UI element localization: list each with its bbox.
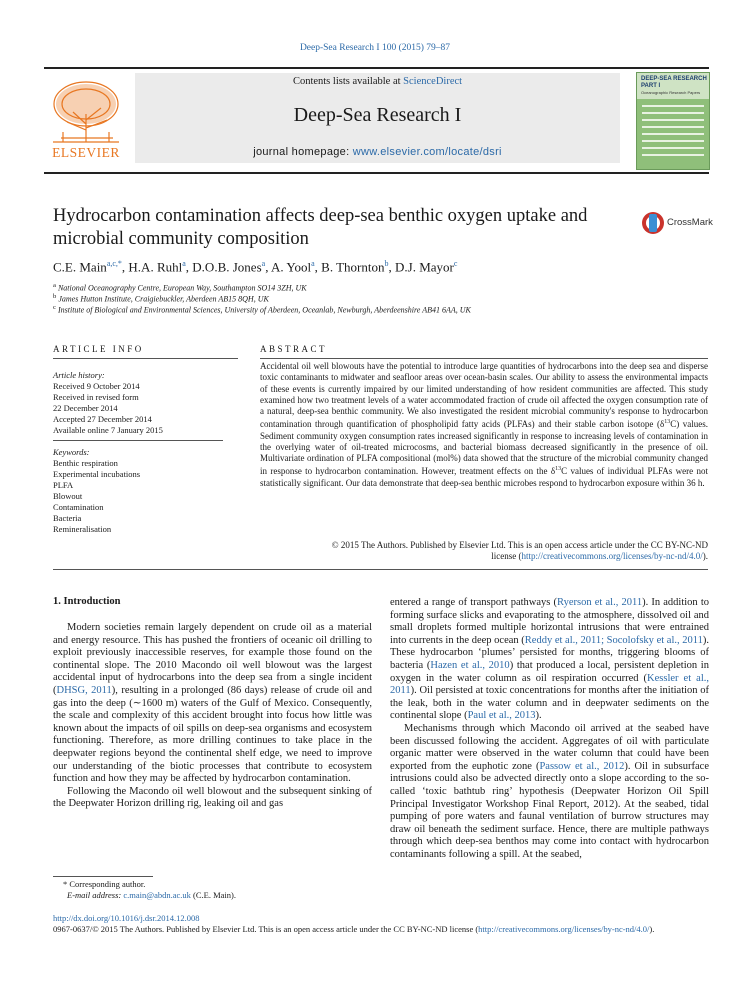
- footnote: [53, 879, 372, 901]
- history-label: Article history:: [53, 370, 105, 380]
- info-divider: [53, 440, 223, 441]
- author-affiliation-marker[interactable]: a: [261, 259, 266, 268]
- journal-cover-thumbnail[interactable]: [636, 72, 710, 170]
- history-item: Accepted 27 December 2014: [53, 414, 152, 424]
- author-separator: ,: [314, 259, 322, 275]
- abstract-copyright: © 2015 The Authors. Published by Elsevier Ltd. This is an open access article under the CC BY-NC-ND license (http://creativecommons.org/licenses/by-nc-nd/4.0/).: [331, 540, 708, 562]
- author-name[interactable]: D.O.B. Jones: [192, 259, 262, 275]
- footer-license-link[interactable]: http://creativecommons.org/licenses/by-nc-nd/4.0/: [478, 924, 650, 934]
- top-rule: [44, 67, 709, 69]
- footnote-rule: [53, 876, 153, 877]
- page-footer: [53, 913, 713, 935]
- article-info-rule: [53, 358, 238, 359]
- journal-title: Deep-Sea Research I: [293, 104, 462, 126]
- affiliation-c: $^c$ Institute of Biological and Environmental Sciences, University of Aberdeen, Oceanlab, Newburgh, Aberdeenshire AB41 6AA, UK: [53, 304, 471, 315]
- author-affiliation-marker[interactable]: a: [182, 259, 186, 268]
- doi-link[interactable]: http://dx.doi.org/10.1016/j.dsr.2014.12.008: [53, 913, 200, 923]
- author-affiliation-marker[interactable]: b: [384, 259, 389, 268]
- keyword: PLFA: [53, 480, 74, 490]
- citation-link[interactable]: Hazen et al., 2010: [430, 659, 510, 671]
- article-info: [53, 370, 223, 535]
- author-name[interactable]: B. Thornton: [321, 259, 385, 275]
- author-separator: ,: [388, 259, 395, 275]
- header-rule: [44, 172, 709, 174]
- author-list: [53, 259, 693, 275]
- author-name[interactable]: C.E. Main: [53, 259, 107, 275]
- affiliation-b: $^b$ James Hutton Institute, Craigiebuckler, Aberdeen AB15 8QH, UK: [53, 293, 269, 304]
- citation-link[interactable]: DHSG, 2011: [56, 684, 112, 696]
- citation-link[interactable]: Passow et al., 2012: [539, 760, 625, 772]
- author-name[interactable]: D.J. Mayor: [395, 259, 454, 275]
- email-link[interactable]: c.main@abdn.ac.uk: [123, 890, 191, 900]
- body-column-left: [53, 622, 372, 811]
- affiliation-a: $^a$ National Oceanography Centre, European Way, Southampton SO14 3ZH, UK: [53, 282, 307, 293]
- corresponding-author-note: * Corresponding author.: [63, 879, 146, 889]
- journal-reference[interactable]: Deep-Sea Research I 100 (2015) 79–87: [299, 43, 451, 53]
- article-info-heading: ARTICLE INFO: [53, 344, 144, 354]
- cover-subtitle: Oceanographic Research Papers: [641, 90, 701, 95]
- keyword: Experimental incubations: [53, 469, 141, 479]
- publisher-name: ELSEVIER: [52, 145, 120, 160]
- license-link[interactable]: http://creativecommons.org/licenses/by-nc-nd/4.0/: [521, 551, 703, 562]
- abstract-heading: ABSTRACT: [260, 344, 328, 354]
- author-separator: ,: [121, 259, 129, 275]
- history-item: Received 9 October 2014: [53, 381, 140, 391]
- abstract-text: Accidental oil well blowouts have the potential to introduce large quantities of hydrocarbons into the deep sea and disperse toxic contaminants to midwater and seafloor areas over ocean-basin scales. Our ability to assess the environmental impacts of these events is currently impaired by our limited understanding of how resident communities are affected. This study examined how two treatment levels of a water accommodated fraction of crude oil affected the oxygen consumption rate of a natural, deep-sea benthic community. We also investigated the resident microbial community's response to hydrocarbon contamination through quantification of phospholipid fatty acids (PLFAs) and their stable carbon isotope $(\delta^{13}C)$ values. Sediment community oxygen consumption rates increased significantly in response to increasing levels of contamination in the overlying water of oil-treated microcosms, and bacterial biomass decreased significantly in the presence of oil. Multivariate ordination of PLFA compositional (mol%) data showed that the structure of the microbial community changed in response to hydrocarbon contamination. However, treatment effects on the $\delta^{13}C$ values of individual PLFAs were not statistically significant. Our data demonstrate that deep-sea benthic microbes respond to hydrocarbon exposure within 36 h.: [260, 361, 708, 488]
- history-item: Available online 7 January 2015: [53, 425, 163, 435]
- body-column-right: [390, 597, 709, 861]
- author-separator: ,: [185, 259, 193, 275]
- section-heading: 1. Introduction: [53, 596, 121, 607]
- journal-homepage: journal homepage: www.elsevier.com/locate/dsri: [253, 146, 502, 158]
- crossmark-badge[interactable]: [641, 210, 721, 238]
- cover-title: DEEP-SEA RESEARCH PART I: [641, 76, 707, 89]
- abstract-bottom-rule: [53, 569, 708, 570]
- citation-link[interactable]: Paul et al., 2013: [467, 710, 536, 722]
- keywords-label: Keywords:: [53, 447, 90, 457]
- history-item: 22 December 2014: [53, 403, 118, 413]
- keyword: Remineralisation: [53, 524, 112, 534]
- crossmark-icon: [641, 210, 665, 238]
- history-item: Received in revised form: [53, 392, 139, 402]
- author-affiliation-marker[interactable]: a,c,*: [106, 259, 122, 268]
- author-affiliation-marker[interactable]: a: [311, 259, 315, 268]
- sciencedirect-link[interactable]: ScienceDirect: [403, 76, 463, 87]
- paragraph: Mechanisms through which Macondo oil arrived at the seabed have been discussed following the accident. Aggregates of oil with particulate organic matter were observed in the water column that could have been exported from the euphotic zone (Passow et al., 2012). Oil in subsurface intrusions could also be advected directly onto a slope according to the so-called ‘toxic bathtub ring’ hypothesis (Deepwater Horizon Oil Spill Principal Investigator Workshop Final Report, 2012). At the seabed, tidal pumping of pore waters and faunal ventilation of burrow structures may draw oil beneath the sediment surface. Hence, there are multiple pathways through which deep-sea benthos may come into contact with hydrocarbon contaminants following a spill. At the seabed,: [390, 722, 709, 860]
- author-name[interactable]: A. Yool: [271, 259, 312, 275]
- keyword: Blowout: [53, 491, 83, 501]
- keyword: Benthic respiration: [53, 458, 118, 468]
- cover-decoration: [642, 105, 704, 161]
- contents-line: Contents lists available at ScienceDirect: [292, 76, 463, 87]
- crossmark-label: CrossMark: [667, 217, 713, 228]
- citation-link[interactable]: Ryerson et al., 2011: [557, 597, 643, 608]
- email-note: E-mail address: c.main@abdn.ac.uk (C.E. Main).: [67, 890, 236, 900]
- citation-link[interactable]: Reddy et al., 2011; Socolofsky et al., 2011: [524, 634, 703, 646]
- author-name[interactable]: H.A. Ruhl: [128, 259, 183, 275]
- abstract-rule: [260, 358, 708, 359]
- paragraph: Following the Macondo oil well blowout and the subsequent sinking of the Deepwater Horizon drilling rig, leaking oil and gas: [53, 785, 372, 810]
- author-separator: ,: [265, 259, 271, 275]
- paragraph: Modern societies remain largely dependent on crude oil as a material and energy resource. This has pushed the frontiers of oceanic oil drilling to exploit previously inaccessible reserves, for example those found on the continental slope. The 2010 Macondo oil well blowout was the largest accidental input of hydrocarbons into the deep sea from a single incident (DHSG, 2011), resulting in a prolonged (86 days) release of crude oil and gas into the deep (∼1600 m) waters of the Gulf of Mexico. Consequently, the scale and complexity of this accident brought into focus how little was known about the impacts of oil spills on deep-sea organisms and ecosystem functioning. Therefore, as more drilling continues to take place in the deepwater regions beyond the continental shelf edge, we need to improve our understanding of the biotic processes that contribute to ecosystem function and how they may be affected by hydrocarbon contamination.: [53, 622, 372, 785]
- paragraph: entered a range of transport pathways (Ryerson et al., 2011). In addition to forming surface slicks and evaporating to the atmosphere, dissolved oil and small droplets formed multiple horizontal intrusions that were entrained into currents in the deep ocean (Reddy et al., 2011; Socolofsky et al., 2011). These hydrocarbon ‘plumes’ persisted for months, triggering blooms of bacteria (Hazen et al., 2010) that produced a local, persistent depletion in oxygen in the water column as oil respiration occurred (Kessler et al., 2011). Oil persisted at toxic concentrations for months after the initiation of the leak, both in the water column and in deepwater sediments on the continental slope (Paul et al., 2013).: [390, 597, 710, 722]
- license-line: 0967-0637/© 2015 The Authors. Published by Elsevier Ltd. This is an open access article under the CC BY-NC-ND license (http://creativecommons.org/licenses/by-nc-nd/4.0/).: [53, 924, 655, 934]
- citation-link[interactable]: Kessler et al., 2011: [390, 672, 710, 697]
- author-affiliation-marker[interactable]: c: [453, 259, 458, 268]
- keyword: Contamination: [53, 502, 104, 512]
- homepage-link[interactable]: www.elsevier.com/locate/dsri: [352, 146, 502, 158]
- article-title: Hydrocarbon contamination affects deep-sea benthic oxygen uptake and microbial community composition: [53, 206, 588, 249]
- keyword: Bacteria: [53, 513, 82, 523]
